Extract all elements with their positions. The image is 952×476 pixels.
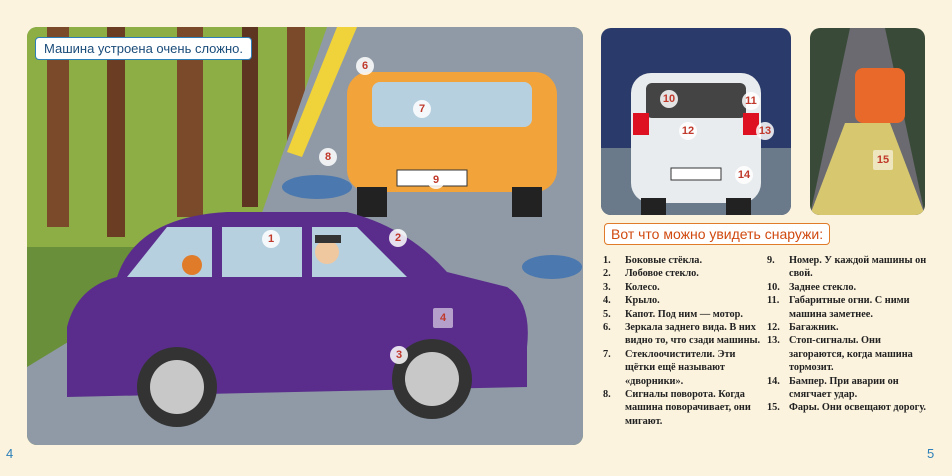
page-number-right: 5 (927, 446, 935, 461)
marker-6: 6 (356, 57, 374, 75)
marker-3: 3 (390, 346, 408, 364)
parts-list-right (767, 254, 927, 415)
callout: Машина устроена очень сложно. (35, 37, 252, 60)
marker-9: 9 (427, 171, 445, 189)
marker-1: 1 (262, 230, 280, 248)
list-item: 10. Заднее стекло. (767, 281, 857, 293)
list-item: 8. Сигналы поворота. Когда машина поворачивает, они мигают. (603, 389, 751, 427)
list-item: 13. Стоп-сигналы. Они загораются, когда машина тормозит. (767, 335, 913, 374)
headlights-illustration (810, 28, 925, 215)
marker-7: 7 (413, 100, 431, 118)
list-item: 2. Лобовое стекло. (603, 268, 699, 280)
list-item: 15. Фары. Они освещают дорогу. (767, 402, 927, 414)
page-number-left: 4 (6, 446, 14, 461)
marker-14: 14 (735, 166, 753, 184)
list-item: 14. Бампер. При аварии он смягчает удар. (767, 375, 899, 401)
list-item: 5. Капот. Под ним — мотор. (603, 308, 743, 320)
list-item: 3. Колесо. (603, 281, 660, 293)
marker-4: 4 (433, 308, 453, 328)
list-item: 9. Номер. У каждой машины он свой. (767, 255, 927, 280)
marker-11: 11 (742, 92, 760, 110)
marker-10: 10 (660, 90, 678, 108)
list-item: 11. Габаритные огни. С ними машина заметнее. (767, 295, 910, 320)
list-item: 4. Крыло. (603, 295, 660, 307)
list-item: 6. Зеркала заднего вида. В них видно то, что сзади машины. (603, 322, 761, 347)
parts-list-left (603, 254, 763, 428)
list-item: 7. Стеклоочистители. Эти щётки ещё называют «дворники». (603, 348, 736, 387)
marker-12: 12 (679, 122, 697, 140)
section-heading: Вот что можно увидеть снаружи: (604, 223, 830, 245)
marker-2: 2 (389, 229, 407, 247)
list-item: 1. Боковые стёкла. (603, 255, 703, 266)
main-illustration (27, 27, 583, 445)
marker-8: 8 (319, 148, 337, 166)
marker-13: 13 (756, 122, 774, 140)
list-item: 12. Багажник. (767, 322, 839, 334)
marker-15: 15 (873, 150, 893, 170)
